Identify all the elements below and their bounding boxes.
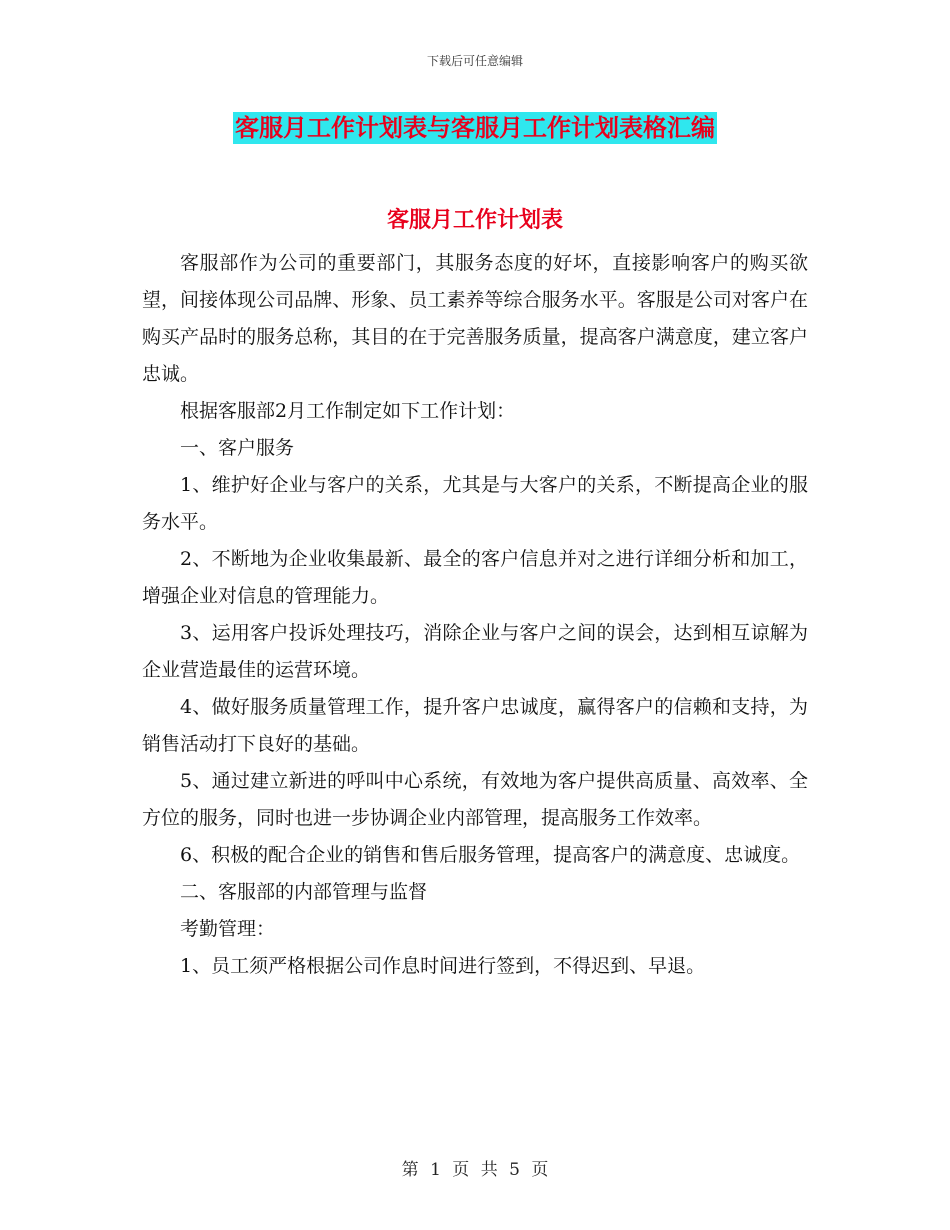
list-item: 5、通过建立新进的呼叫中心系统，有效地为客户提供高质量、高效率、全方位的服务，同时也进一步协调企业内部管理，提高服务工作效率。: [142, 770, 808, 829]
section-title: 客服月工作计划表: [386, 208, 563, 233]
list-item: 2、不断地为企业收集最新、最全的客户信息并对之进行详细分析和加工，增强企业对信息的管理能力。: [142, 548, 808, 607]
page-number-footer: 第 1 页 共 5 页: [401, 1160, 549, 1180]
list-item: 1、员工须严格根据公司作息时间进行签到，不得迟到、早退。: [180, 955, 706, 977]
paragraph: 根据客服部2月工作制定如下工作计划：: [180, 400, 516, 422]
list-item: 1、维护好企业与客户的关系，尤其是与大客户的关系，不断提高企业的服务水平。: [142, 474, 808, 533]
subheading-attendance: 考勤管理：: [180, 918, 276, 940]
list-item: 3、运用客户投诉处理技巧，消除企业与客户之间的误会，达到相互谅解为企业营造最佳的运营环境。: [142, 622, 808, 681]
heading-customer-service: 一、客户服务: [180, 437, 295, 459]
heading-internal-management: 二、客服部的内部管理与监督: [180, 881, 428, 903]
document-body: [142, 245, 808, 985]
list-item: 4、做好服务质量管理工作，提升客户忠诚度，赢得客户的信赖和支持，为销售活动打下良好的基础。: [142, 696, 808, 755]
page-header-note: 下载后可任意编辑: [426, 54, 523, 68]
document-title: 客服月工作计划表与客服月工作计划表格汇编: [235, 114, 715, 142]
paragraph: 客服部作为公司的重要部门，其服务态度的好坏，直接影响客户的购买欲望，间接体现公司品牌、形象、员工素养等综合服务水平。客服是公司对客户在购买产品时的服务总称，其目的在于完善服务质量，提高客户满意度，建立客户忠诚。: [142, 252, 808, 385]
list-item: 6、积极的配合企业的销售和售后服务管理，提高客户的满意度、忠诚度。: [180, 844, 801, 866]
